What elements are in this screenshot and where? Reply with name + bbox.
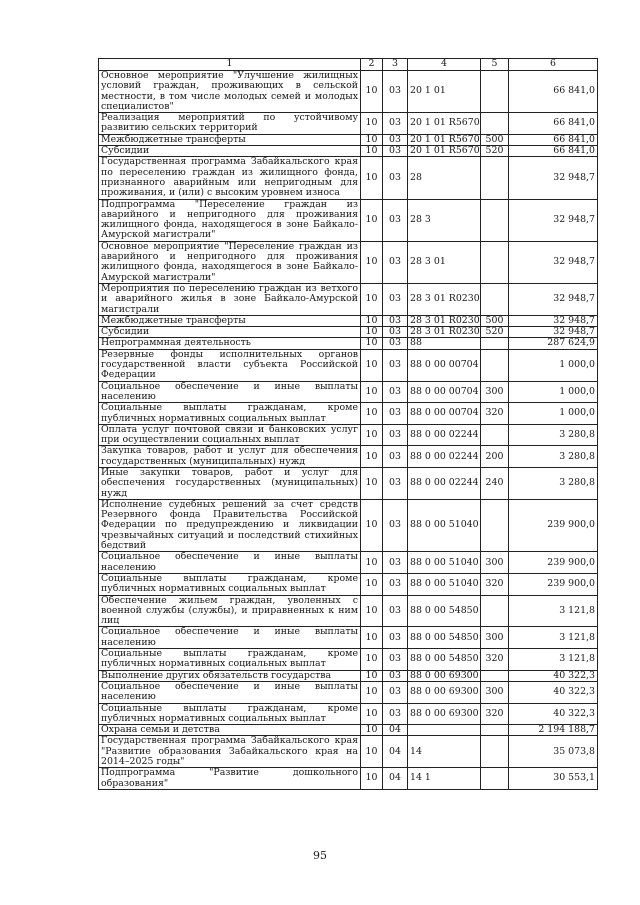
row-subsection: 03 [383,703,408,725]
row-subsection: 03 [383,71,408,113]
table-row [99,338,598,349]
row-amount: 3 121,8 [509,649,598,671]
row-expense-type [481,424,509,446]
table-row [99,71,598,113]
row-expense-type: 300 [481,681,509,703]
row-section: 10 [361,283,383,315]
row-name: Основное мероприятие "Улучшение жилищных условий граждан, проживающих в сельской местности, в том числе молодых семей и молодых специалистов" [99,71,361,113]
row-subsection: 03 [383,113,408,135]
row-amount: 32 948,7 [509,327,598,338]
row-name: Реализация мероприятий по устойчивому развитию сельских территорий [99,113,361,135]
row-expense-type [481,71,509,113]
row-subsection: 03 [383,338,408,349]
row-name: Оплата услуг почтовой связи и банковских услуг при осуществлении социальных выплат [99,424,361,446]
row-target-article: 88 0 00 00704 [408,349,481,381]
row-section: 10 [361,146,383,157]
row-amount: 30 553,1 [509,768,598,790]
row-target-article: 88 0 00 00704 [408,403,481,425]
row-expense-type: 520 [481,146,509,157]
row-target-article: 88 0 00 54850 [408,595,481,627]
row-section: 10 [361,446,383,468]
row-expense-type [481,499,509,551]
row-expense-type [481,349,509,381]
table-row [99,768,598,790]
row-section: 10 [361,467,383,499]
table-row [99,113,598,135]
row-subsection: 03 [383,681,408,703]
row-expense-type: 520 [481,327,509,338]
row-section: 10 [361,338,383,349]
row-target-article: 20 1 01 [408,71,481,113]
row-target-article: 14 [408,736,481,768]
row-section: 10 [361,736,383,768]
row-subsection: 04 [383,725,408,736]
row-section: 10 [361,241,383,283]
table-row [99,573,598,595]
row-name: Резервные фонды исполнительных органов государственной власти субъекта Российской Федерации [99,349,361,381]
row-target-article: 88 0 00 00704 [408,381,481,403]
row-name: Социальные выплаты гражданам, кроме публичных нормативных социальных выплат [99,649,361,671]
row-section: 10 [361,113,383,135]
row-section: 10 [361,199,383,241]
row-name: Государственная программа Забайкальского края "Развитие образования Забайкальского края на 2014–2025 годы" [99,736,361,768]
row-subsection: 03 [383,199,408,241]
row-target-article: 20 1 01 R5670 [408,113,481,135]
header-col-name: 1 [99,59,361,71]
row-name: Социальное обеспечение и иные выплаты населению [99,627,361,649]
row-subsection: 03 [383,157,408,199]
row-target-article: 88 0 00 54850 [408,627,481,649]
row-target-article: 88 0 00 69300 [408,670,481,681]
row-name: Социальное обеспечение и иные выплаты населению [99,681,361,703]
row-section: 10 [361,649,383,671]
row-expense-type [481,338,509,349]
header-row [99,59,598,71]
table-row [99,649,598,671]
row-amount: 239 900,0 [509,552,598,574]
table-row [99,552,598,574]
row-subsection: 03 [383,315,408,326]
table-row [99,199,598,241]
row-expense-type: 500 [481,134,509,145]
row-target-article: 88 0 00 51040 [408,552,481,574]
row-expense-type: 200 [481,446,509,468]
header-col-section: 2 [361,59,383,71]
row-name: Обеспечение жильем граждан, уволенных с военной службы (службы), и приравненных к ним лиц [99,595,361,627]
row-subsection: 03 [383,552,408,574]
row-name: Социальные выплаты гражданам, кроме публичных нормативных социальных выплат [99,573,361,595]
row-expense-type [481,113,509,135]
row-subsection: 03 [383,573,408,595]
row-amount: 32 948,7 [509,157,598,199]
row-expense-type [481,736,509,768]
table-row [99,424,598,446]
row-subsection: 03 [383,381,408,403]
row-target-article: 28 [408,157,481,199]
row-amount: 32 948,7 [509,283,598,315]
row-amount: 40 322,3 [509,703,598,725]
row-name: Социальное обеспечение и иные выплаты населению [99,552,361,574]
page-number: 95 [313,849,327,862]
row-name: Социальное обеспечение и иные выплаты населению [99,381,361,403]
row-expense-type: 300 [481,627,509,649]
row-name: Непрограммная деятельность [99,338,361,349]
row-amount: 40 322,3 [509,670,598,681]
row-target-article: 20 1 01 R5670 [408,146,481,157]
row-section: 10 [361,381,383,403]
row-amount: 32 948,7 [509,199,598,241]
row-target-article: 88 0 00 69300 [408,681,481,703]
row-expense-type [481,725,509,736]
row-section: 10 [361,681,383,703]
row-name: Охрана семьи и детства [99,725,361,736]
row-section: 10 [361,725,383,736]
row-amount: 3 121,8 [509,627,598,649]
table-row [99,241,598,283]
row-section: 10 [361,595,383,627]
row-section: 10 [361,552,383,574]
header-col-subsection: 3 [383,59,408,71]
row-target-article: 88 0 00 02244 [408,446,481,468]
row-subsection: 03 [383,403,408,425]
row-name: Закупка товаров, работ и услуг для обеспечения государственных (муниципальных) нужд [99,446,361,468]
row-expense-type [481,283,509,315]
row-target-article: 28 3 01 R0230 [408,315,481,326]
row-amount: 287 624,9 [509,338,598,349]
row-target-article: 88 0 00 69300 [408,703,481,725]
row-subsection: 03 [383,446,408,468]
row-amount: 32 948,7 [509,241,598,283]
row-expense-type: 320 [481,403,509,425]
row-subsection: 03 [383,595,408,627]
row-amount: 66 841,0 [509,146,598,157]
row-expense-type [481,595,509,627]
table-row [99,146,598,157]
row-subsection: 03 [383,467,408,499]
table-header [99,59,598,71]
row-subsection: 03 [383,146,408,157]
table-row [99,627,598,649]
row-section: 10 [361,499,383,551]
row-expense-type [481,768,509,790]
row-name: Государственная программа Забайкальского края по переселению граждан из жилищного фонда, признанного аварийным или непригодным для проживания, и (или) с высоким уровнем износа [99,157,361,199]
row-target-article: 88 0 00 54850 [408,649,481,671]
row-amount: 40 322,3 [509,681,598,703]
row-section: 10 [361,327,383,338]
row-section: 10 [361,403,383,425]
row-section: 10 [361,71,383,113]
table-row [99,381,598,403]
row-amount: 1 000,0 [509,381,598,403]
row-name: Межбюджетные трансферты [99,134,361,145]
row-subsection: 03 [383,649,408,671]
row-amount: 2 194 188,7 [509,725,598,736]
table-row [99,327,598,338]
row-subsection: 04 [383,768,408,790]
row-name: Иные закупки товаров, работ и услуг для обеспечения государственных (муниципальных) нужд [99,467,361,499]
row-subsection: 03 [383,499,408,551]
row-amount: 3 280,8 [509,424,598,446]
row-target-article: 28 3 01 R0230 [408,327,481,338]
row-name: Исполнение судебных решений за счет средств Резервного фонда Правительства Российской Федерации по предупреждению и ликвидации чрезвычайных ситуаций и последствий стихийных бедствий [99,499,361,551]
row-expense-type: 320 [481,573,509,595]
row-subsection: 03 [383,424,408,446]
table-row [99,446,598,468]
row-expense-type: 240 [481,467,509,499]
table-row [99,349,598,381]
row-subsection: 03 [383,327,408,338]
row-name: Социальные выплаты гражданам, кроме публичных нормативных социальных выплат [99,703,361,725]
row-section: 10 [361,670,383,681]
row-amount: 35 073,8 [509,736,598,768]
table-row [99,703,598,725]
row-subsection: 03 [383,241,408,283]
row-section: 10 [361,768,383,790]
header-col-expense-type: 5 [481,59,509,71]
row-amount: 66 841,0 [509,134,598,145]
row-section: 10 [361,134,383,145]
row-section: 10 [361,424,383,446]
row-name: Социальные выплаты гражданам, кроме публичных нормативных социальных выплат [99,403,361,425]
row-target-article: 28 3 01 R0230 [408,283,481,315]
row-amount: 3 121,8 [509,595,598,627]
row-subsection: 03 [383,134,408,145]
table-row [99,283,598,315]
row-expense-type: 500 [481,315,509,326]
row-expense-type [481,157,509,199]
row-expense-type: 300 [481,381,509,403]
row-amount: 239 900,0 [509,573,598,595]
table-row [99,681,598,703]
row-name: Выполнение других обязательств государства [99,670,361,681]
row-amount: 66 841,0 [509,113,598,135]
row-amount: 1 000,0 [509,403,598,425]
row-section: 10 [361,157,383,199]
row-section: 10 [361,315,383,326]
table-row [99,595,598,627]
row-name: Основное мероприятие "Переселение граждан из аварийного и непригодного для проживания жилищного фонда, находящегося в зоне Байкало-Амурской магистрали" [99,241,361,283]
row-name: Межбюджетные трансферты [99,315,361,326]
row-target-article: 14 1 [408,768,481,790]
row-target-article: 28 3 [408,199,481,241]
table-row [99,134,598,145]
row-target-article: 88 [408,338,481,349]
table-body [99,71,598,790]
row-section: 10 [361,703,383,725]
row-name: Мероприятия по переселению граждан из ветхого и аварийного жилья в зоне Байкало-Амурской магистрали [99,283,361,315]
header-col-amount: 6 [509,59,598,71]
row-expense-type [481,241,509,283]
row-target-article: 28 3 01 [408,241,481,283]
row-name: Субсидии [99,146,361,157]
row-name: Подпрограмма "Переселение граждан из аварийного и непригодного для проживания жилищного фонда, находящегося в зоне Байкало-Амурской магистрали" [99,199,361,241]
row-expense-type: 320 [481,703,509,725]
row-target-article: 88 0 00 51040 [408,499,481,551]
row-amount: 32 948,7 [509,315,598,326]
table-row [99,157,598,199]
row-amount: 3 280,8 [509,446,598,468]
row-target-article: 88 0 00 51040 [408,573,481,595]
row-target-article: 20 1 01 R5670 [408,134,481,145]
table-row [99,725,598,736]
row-section: 10 [361,573,383,595]
row-target-article: 88 0 00 02244 [408,424,481,446]
row-subsection: 03 [383,627,408,649]
row-subsection: 03 [383,283,408,315]
row-expense-type: 300 [481,552,509,574]
row-expense-type: 320 [481,649,509,671]
row-name: Подпрограмма "Развитие дошкольного образования" [99,768,361,790]
table-row [99,670,598,681]
row-amount: 3 280,8 [509,467,598,499]
row-subsection: 03 [383,349,408,381]
row-amount: 1 000,0 [509,349,598,381]
row-section: 10 [361,349,383,381]
row-target-article [408,725,481,736]
budget-table [98,58,598,790]
row-subsection: 03 [383,670,408,681]
row-subsection: 04 [383,736,408,768]
row-target-article: 88 0 00 02244 [408,467,481,499]
table-row [99,736,598,768]
table-row [99,403,598,425]
table-row [99,315,598,326]
row-expense-type [481,199,509,241]
header-col-target-article: 4 [408,59,481,71]
table-row [99,467,598,499]
row-expense-type [481,670,509,681]
row-amount: 239 900,0 [509,499,598,551]
table-row [99,499,598,551]
row-name: Субсидии [99,327,361,338]
row-section: 10 [361,627,383,649]
row-amount: 66 841,0 [509,71,598,113]
